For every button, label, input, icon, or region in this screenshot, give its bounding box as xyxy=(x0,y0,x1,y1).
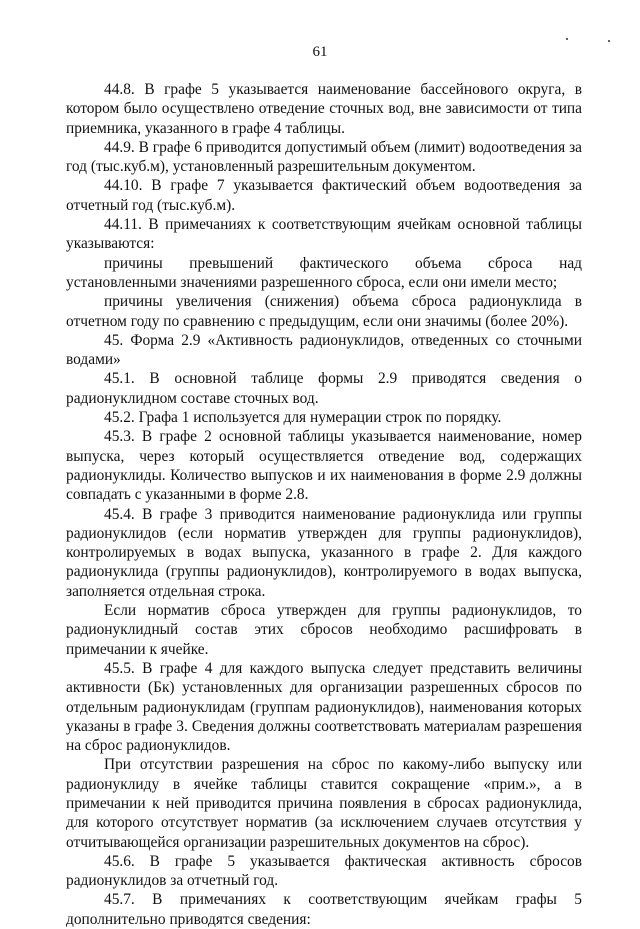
paragraph-44-11: 44.11. В примечаниях к соответствующим ячейкам основной таблицы указываются: xyxy=(66,216,582,253)
paragraph-45-7: 45.7. В примечаниях к соответствующим ячейкам графы 5 дополнительно приводятся сведения: xyxy=(66,891,582,928)
paragraph-45-3: 45.3. В графе 2 основной таблицы указывается наименование, номер выпуска, через который осуществляется отведение вод, содержащих радионуклиды. Количество выпусков и их наименования в форме 2.9 должны совпадать с указанными в форме 2.8. xyxy=(66,428,582,504)
scan-speck xyxy=(608,40,610,42)
paragraph-45-5-note: При отсутствии разрешения на сброс по какому-либо выпуску или радионуклиду в ячейке таблицы ставится сокращение «прим.», а в примечании к ней приводится причина появления в сбросах радионуклида, для которого отсутствует норматив (за исключением случаев отсутствия у отчитывающейся организации разрешительных документов на сброс). xyxy=(66,756,582,851)
paragraph-45-1: 45.1. В основной таблице формы 2.9 приводятся сведения о радионуклидном составе сточных вод. xyxy=(66,370,582,407)
paragraph-44-11-item-2: причины увеличения (снижения) объема сброса радионуклида в отчетном году по сравнению с предыдущим, если они значимы (более 20%). xyxy=(66,293,582,330)
document-body xyxy=(66,80,582,929)
paragraph-44-10: 44.10. В графе 7 указывается фактический объем водоотведения за отчетный год (тыс.куб.м). xyxy=(66,177,582,214)
paragraph-44-9: 44.9. В графе 6 приводится допустимый объем (лимит) водоотведения за год (тыс.куб.м), установленный разрешительным документом. xyxy=(66,138,582,176)
paragraph-44-11-item-1: причины превышений фактического объема сброса над установленными значениями разрешенного сброса, если они имели место; xyxy=(66,254,582,291)
paragraph-45-6: 45.6. В графе 5 указывается фактическая активность сбросов радионуклидов за отчетный год. xyxy=(66,852,582,890)
page-number: 61 xyxy=(312,44,328,60)
paragraph-45-2: 45.2. Графа 1 используется для нумерации строк по порядку. xyxy=(104,409,502,427)
section-45-heading: 45. Форма 2.9 «Активность радионуклидов, отведенных со сточными водами» xyxy=(66,331,582,369)
paragraph-45-5: 45.5. В графе 4 для каждого выпуска следует представить величины активности (Бк) установленных для организации разрешенных сбросов по отдельным радионуклидам (группам радионуклидов), наименования которых указаны в графе 3. Сведения должны соответствовать материалам разрешения на сброс радионуклидов. xyxy=(66,659,582,755)
paragraph-45-4-note: Если норматив сброса утвержден для группы радионуклидов, то радионуклидный состав этих сбросов необходимо расшифровать в примечании к ячейке. xyxy=(66,602,582,658)
scan-speck xyxy=(566,38,568,40)
paragraph-44-8: 44.8. В графе 5 указывается наименование бассейнового округа, в котором было осуществлено отведение сточных вод, вне зависимости от типа приемника, указанного в графе 4 таблицы. xyxy=(66,81,582,137)
paragraph-45-4: 45.4. В графе 3 приводится наименование радионуклида или группы радионуклидов (если норматив утвержден для группы радионуклидов), контролируемых в водах выпуска, указанного в графе 2. Для каждого радионуклида (группы радионуклидов), контролируемого в водах выпуска, заполняется отдельная строка. xyxy=(66,505,582,600)
